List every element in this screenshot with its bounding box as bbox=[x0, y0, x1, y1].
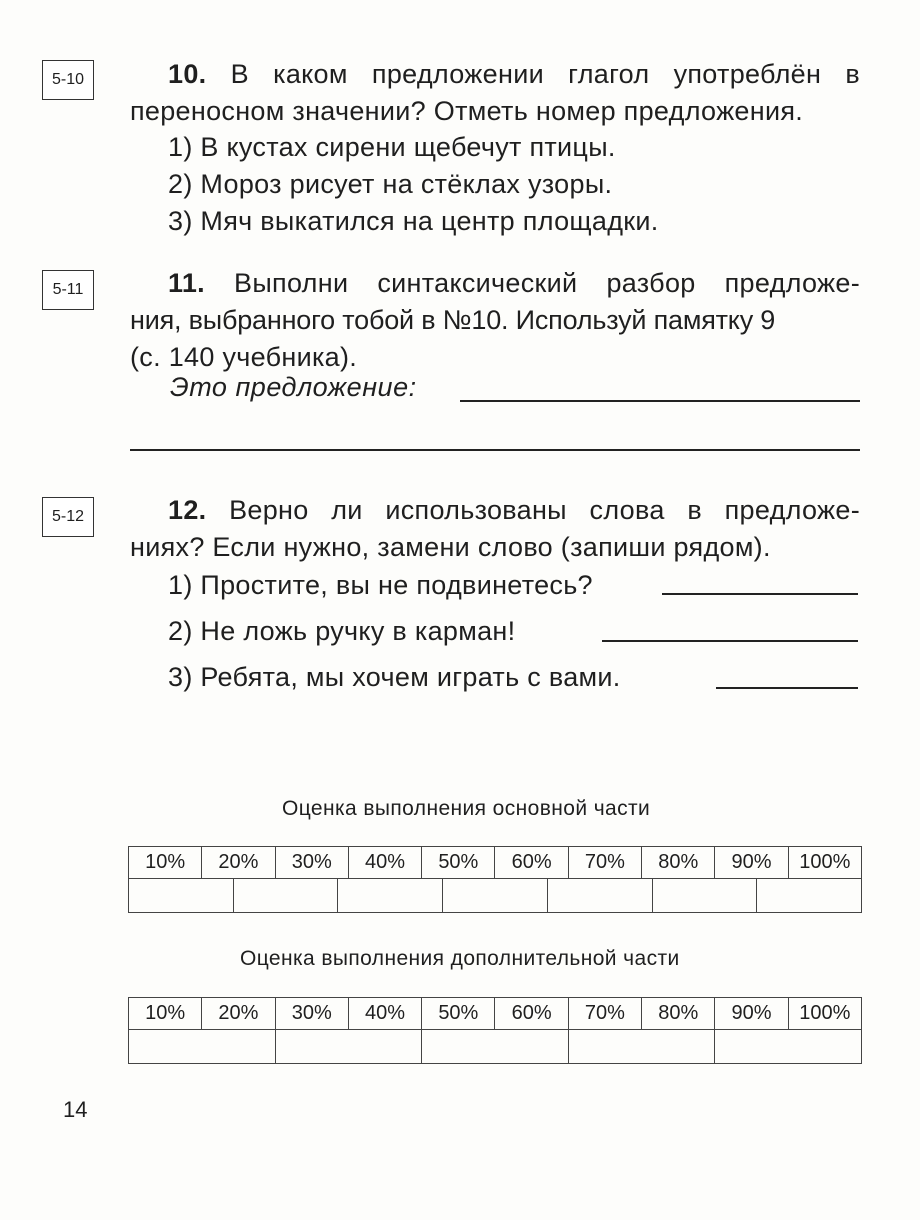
extra-grade-20: 20% bbox=[202, 998, 275, 1030]
task-12-sentence-2: 2) Не ложь ручку в карман! bbox=[168, 616, 516, 646]
main-grade-10: 10% bbox=[129, 847, 202, 879]
extra-grading-mark-row bbox=[129, 1030, 862, 1064]
task-10-question bbox=[130, 56, 860, 130]
main-grade-50: 50% bbox=[422, 847, 495, 879]
task-12-answer-line-2[interactable] bbox=[602, 640, 858, 642]
main-grade-80: 80% bbox=[642, 847, 715, 879]
task-12-answer-line-1[interactable] bbox=[662, 593, 858, 595]
main-mark-cell-1[interactable] bbox=[129, 879, 234, 912]
task-12-number: 12. bbox=[168, 495, 207, 525]
task-10-option-2[interactable]: 2) Мороз рисует на стёклах узоры. bbox=[168, 169, 613, 199]
task-10-line2: переносном значении? Отметь номер предложения. bbox=[130, 96, 804, 126]
main-mark-cell-6[interactable] bbox=[653, 879, 758, 912]
extra-grade-90: 90% bbox=[715, 998, 788, 1030]
main-grade-90: 90% bbox=[715, 847, 788, 879]
extra-mark-cell-4[interactable] bbox=[568, 1030, 715, 1064]
extra-mark-cell-5[interactable] bbox=[715, 1030, 862, 1064]
task-11-answer-label: Это предложение: bbox=[170, 372, 417, 402]
extra-grade-80: 80% bbox=[642, 998, 715, 1030]
task-11-line1 bbox=[130, 265, 860, 302]
main-grade-30: 30% bbox=[275, 847, 348, 879]
task-10-option-1[interactable]: 1) В кустах сирени щебечут птицы. bbox=[168, 132, 616, 162]
task-11-line3: (с. 140 учебника). bbox=[130, 342, 358, 372]
extra-grading-title: Оценка выполнения дополнительной части bbox=[240, 947, 680, 970]
task-code-5-10: 5-10 bbox=[42, 60, 94, 100]
task-10-number: 10. bbox=[168, 59, 207, 89]
main-grading-mark-split bbox=[129, 879, 861, 912]
task-12-line1 bbox=[130, 492, 860, 529]
main-grading-table bbox=[128, 846, 862, 913]
extra-grading-header-row bbox=[129, 998, 862, 1030]
task-10-option-3[interactable]: 3) Мяч выкатился на центр площадки. bbox=[168, 206, 659, 236]
extra-mark-cell-2[interactable] bbox=[275, 1030, 422, 1064]
extra-mark-cell-1[interactable] bbox=[129, 1030, 276, 1064]
task-11-answer-line-2[interactable] bbox=[130, 449, 860, 451]
task-12-answer-line-3[interactable] bbox=[716, 687, 858, 689]
main-mark-cell-7[interactable] bbox=[757, 879, 861, 912]
task-12-question bbox=[130, 492, 860, 566]
task-11-answer-line-1[interactable] bbox=[460, 400, 860, 402]
main-grading-title: Оценка выполнения основной части bbox=[282, 797, 651, 820]
task-10-line1 bbox=[130, 56, 860, 93]
extra-grade-50: 50% bbox=[422, 998, 495, 1030]
main-grading-mark-cells bbox=[129, 879, 862, 913]
task-12-sentence-3: 3) Ребята, мы хочем играть с вами. bbox=[168, 662, 621, 692]
main-grade-100: 100% bbox=[788, 847, 861, 879]
extra-mark-cell-3[interactable] bbox=[422, 1030, 569, 1064]
main-mark-cell-5[interactable] bbox=[548, 879, 653, 912]
extra-grade-70: 70% bbox=[568, 998, 641, 1030]
main-mark-cell-3[interactable] bbox=[338, 879, 443, 912]
main-grading-mark-row bbox=[129, 879, 862, 913]
task-12-sentence-1: 1) Простите, вы не подвинетесь? bbox=[168, 570, 593, 600]
task-code-5-11: 5-11 bbox=[42, 270, 94, 310]
extra-grading-table bbox=[128, 997, 862, 1064]
task-11-question bbox=[130, 265, 860, 376]
task-code-5-12: 5-12 bbox=[42, 497, 94, 537]
main-grading-header-row bbox=[129, 847, 862, 879]
page-number: 14 bbox=[63, 1097, 88, 1122]
extra-grade-30: 30% bbox=[275, 998, 348, 1030]
task-11-text1: Выполни синтаксический разбор предложе- bbox=[234, 268, 860, 298]
main-mark-cell-2[interactable] bbox=[234, 879, 339, 912]
main-grade-40: 40% bbox=[348, 847, 421, 879]
main-grade-20: 20% bbox=[202, 847, 275, 879]
task-12-line2: ниях? Если нужно, замени слово (запиши рядом). bbox=[130, 532, 771, 562]
main-grade-60: 60% bbox=[495, 847, 568, 879]
task-11-number: 11. bbox=[168, 268, 205, 298]
extra-grade-10: 10% bbox=[129, 998, 202, 1030]
extra-grade-40: 40% bbox=[348, 998, 421, 1030]
task-10-text1: В каком предложении глагол употреблён в bbox=[230, 59, 860, 89]
task-11-line2: ния, выбранного тобой в №10. Используй памятку 9 bbox=[130, 305, 776, 335]
main-grade-70: 70% bbox=[568, 847, 641, 879]
main-mark-cell-4[interactable] bbox=[443, 879, 548, 912]
task-12-text1: Верно ли использованы слова в предложе- bbox=[229, 495, 860, 525]
extra-grade-60: 60% bbox=[495, 998, 568, 1030]
extra-grade-100: 100% bbox=[788, 998, 861, 1030]
